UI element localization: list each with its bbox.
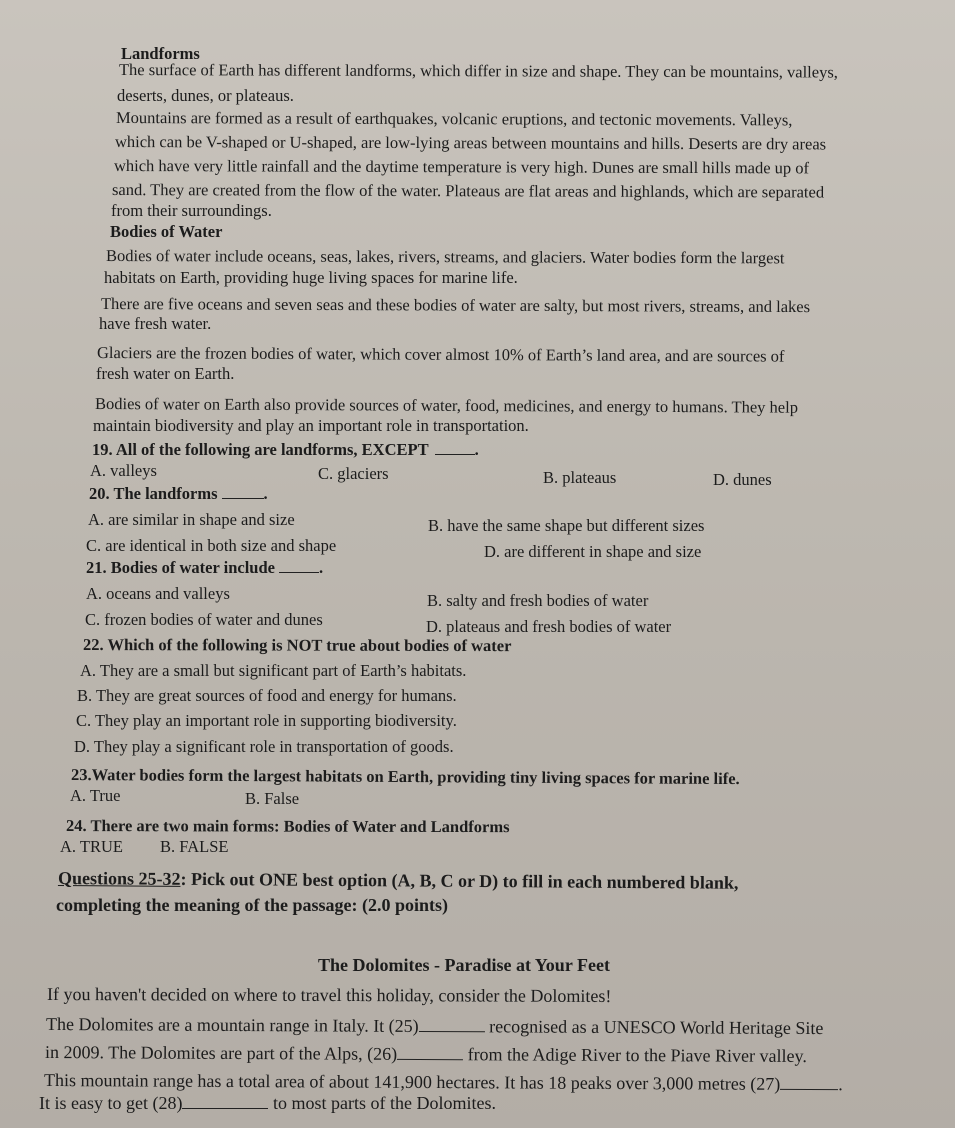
question-21-stem: 21. Bodies of water include . (86, 558, 324, 577)
question-20-stem: 20. The landforms . (89, 484, 268, 503)
option-19b: B. plateaus (543, 468, 617, 487)
option-22d: D. They play a significant role in transportation of goods. (74, 737, 454, 756)
option-19d: D. dunes (713, 470, 772, 489)
question-24-stem: 24. There are two main forms: Bodies of Water and Landforms (65, 816, 510, 837)
water-text: habitats on Earth, providing huge living spaces for marine life. (104, 268, 518, 287)
landforms-text: sand. They are created from the flow of the water. Plateaus are flat areas and highlands, which are separated (111, 180, 825, 202)
water-text: Glaciers are the frozen bodies of water, which cover almost 10% of Earth’s land area, and are sources of (96, 343, 785, 366)
blank-26[interactable] (397, 1045, 463, 1060)
water-text: maintain biodiversity and play an important role in transportation. (93, 416, 529, 435)
water-text: There are five oceans and seven seas and these bodies of water are salty, but most rivers, streams, and lakes (100, 294, 811, 317)
question-22-stem: 22. Which of the following is NOT true about bodies of water (82, 635, 512, 656)
heading-bodies-of-water: Bodies of Water (110, 222, 223, 241)
option-23a: A. True (70, 786, 121, 805)
heading-landforms: Landforms (121, 44, 200, 63)
option-22b: B. They are great sources of food and energy for humans. (77, 686, 457, 705)
blank-25[interactable] (419, 1017, 485, 1032)
option-21c: C. frozen bodies of water and dunes (85, 610, 323, 629)
passage-text: This mountain range has a total area of about 141,900 hectares. It has 18 peaks over 3,000 metres (27) . (43, 1070, 843, 1095)
option-24a: A. TRUE (60, 837, 123, 856)
option-22a: A. They are a small but significant part of Earth’s habitats. (80, 661, 467, 680)
blank-28[interactable] (182, 1094, 268, 1109)
option-24b: B. FALSE (160, 837, 229, 856)
water-text: have fresh water. (99, 314, 212, 333)
landforms-text: The surface of Earth has different landforms, which differ in size and shape. They can be mountains, valleys, (118, 60, 838, 82)
passage-text: The Dolomites are a mountain range in Italy. It (25) recognised as a UNESCO World Heritage Site (45, 1014, 824, 1039)
section-instruction: Questions 25-32: Pick out ONE best option (A, B, C or D) to fill in each numbered blank, (57, 868, 739, 893)
option-20d: D. are different in shape and size (484, 542, 702, 561)
passage-text: It is easy to get (28) to most parts of the Dolomites. (39, 1093, 496, 1113)
question-19-stem: 19. All of the following are landforms, EXCEPT . (92, 440, 479, 459)
landforms-text: which have very little rainfall and the daytime temperature is very high. Dunes are small hills made up of (113, 156, 810, 178)
water-text: fresh water on Earth. (96, 364, 235, 383)
water-text: Bodies of water include oceans, seas, lakes, rivers, streams, and glaciers. Water bodies form the largest (105, 246, 785, 268)
option-22c: C. They play an important role in supporting biodiversity. (76, 711, 457, 730)
landforms-text: which can be V-shaped or U-shaped, are low-lying areas between mountains and hills. Deserts are dry areas (114, 132, 827, 154)
landforms-text: Mountains are formed as a result of earthquakes, volcanic eruptions, and tectonic movements. Valleys, (115, 108, 793, 130)
landforms-text: from their surroundings. (111, 201, 272, 220)
section-label: Questions 25-32 (57, 868, 181, 889)
option-21d: D. plateaus and fresh bodies of water (426, 617, 672, 636)
option-21a: A. oceans and valleys (86, 584, 230, 603)
landforms-text: deserts, dunes, or plateaus. (117, 86, 294, 105)
water-text: Bodies of water on Earth also provide sources of water, food, medicines, and energy to humans. They help (94, 394, 799, 417)
passage-text: in 2009. The Dolomites are part of the Alps, (26) from the Adige River to the Piave River valley. (44, 1042, 807, 1066)
option-19a: A. valleys (90, 461, 157, 480)
passage-text: If you haven't decided on where to travel this holiday, consider the Dolomites! (46, 984, 612, 1006)
option-20c: C. are identical in both size and shape (86, 536, 337, 555)
option-20a: A. are similar in shape and size (88, 510, 295, 529)
passage-title: The Dolomites - Paradise at Your Feet (318, 955, 610, 975)
option-23b: B. False (245, 789, 300, 808)
blank-27[interactable] (780, 1075, 838, 1090)
option-20b: B. have the same shape but different sizes (428, 516, 705, 535)
option-21b: B. salty and fresh bodies of water (427, 591, 649, 610)
question-23-stem: 23.Water bodies form the largest habitats on Earth, providing tiny living spaces for marine life. (70, 765, 740, 789)
section-instruction-cont: completing the meaning of the passage: (2.0 points) (56, 895, 448, 915)
option-19c: C. glaciers (318, 464, 389, 483)
